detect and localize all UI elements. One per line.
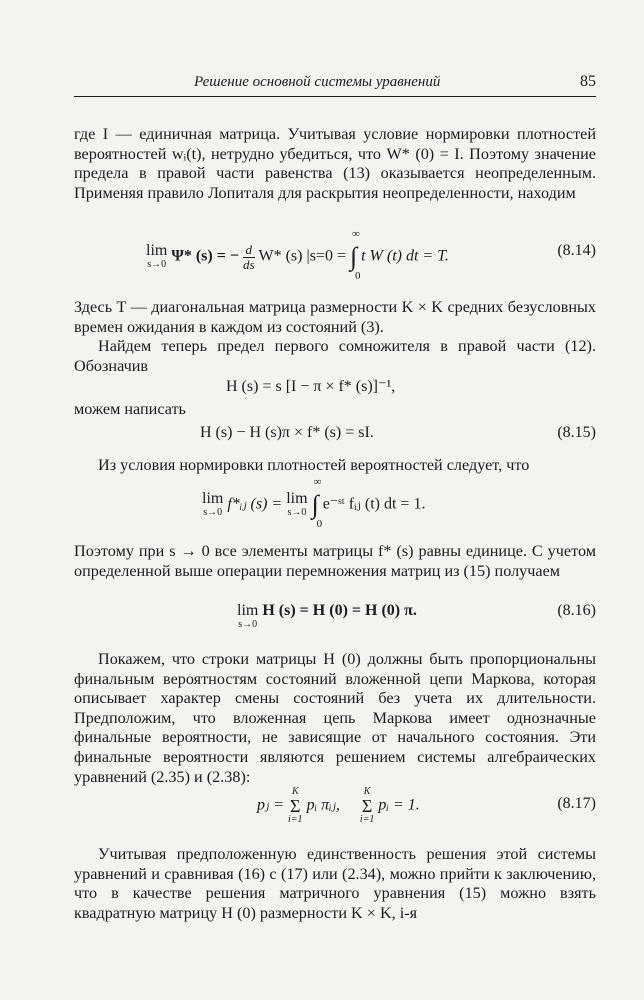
equation-8-16-expr: lim s→0 H (s) = H (0) = H (0) π. (237, 602, 417, 630)
integral-sign: ∫ ∞ 0 (349, 228, 361, 282)
limit-operator: lim s→0 (237, 602, 259, 630)
paragraph-2: Здесь T — диагональная матрица размерности K × K средних безусловных времен ожидания в каждом из состояний (3). (74, 298, 596, 336)
limit-operator: lim s→0 (286, 490, 308, 518)
equation-8-14 (74, 228, 596, 282)
paragraph-8: Учитывая предположенную единственность решения этой системы уравнений и сравнивая (16) с (17) или (2.34), можно прийти к заключению, что в качестве решения матричного уравнения (15) можно взять квадратную матрицу H (0) размерности K × K, i-я (74, 845, 596, 922)
running-header (74, 70, 596, 97)
paragraph-6: Поэтому при s → 0 все элементы матрицы f* (s) равны единице. С учетом определенной выше операции перемножения матриц из (15) получаем (74, 542, 596, 580)
equation-number: (8.15) (557, 424, 596, 441)
equation-normalization (74, 476, 596, 530)
equation-8-14-expr: lim s→0 Ψ* (s) = − $\frac{d}{ds} W*$ (s) |s=0 = ∫ ∞ 0 t W (t) dt = T. (146, 228, 449, 282)
paragraph-3: Найдем теперь предел первого сомножителя в правой части (12). Обозначив (74, 337, 596, 375)
equation-8-17 (74, 785, 596, 833)
integral-sign: ∫ ∞ 0 (311, 476, 323, 530)
equation-number: (8.16) (557, 602, 596, 619)
equation-normalization-expr: lim s→0 f*ᵢⱼ (s) = lim s→0 ∫ ∞ 0 e⁻ˢᵗ fᵢⱼ (t) dt = 1. (202, 476, 426, 530)
paragraph-1: где I — единичная матрица. Учитывая условие нормировки плотностей вероятностей wᵢ(t), нетрудно убедиться, что W* (0) = I. Поэтому значение предела в правой части равенства (13) оказывается неопределенным. Применяя правило Лопиталя для раскрытия неопределенности, находим (74, 125, 596, 202)
equation-8-15: H (s) − H (s)π × f* (s) = sI. (8.15) (200, 424, 596, 441)
equation-8-16 (74, 602, 596, 642)
limit-operator: lim s→0 (202, 490, 224, 518)
running-title: Решение основной системы уравнений (194, 74, 441, 90)
page-number: 85 (580, 73, 596, 90)
sum-operator: K Σ i=1 (288, 786, 303, 825)
fraction-d-ds: $\frac{d}{ds}$ (242, 241, 255, 272)
equation-number: (8.17) (557, 795, 596, 812)
limit-operator: lim s→0 (146, 242, 168, 270)
paragraph-5: Из условия нормировки плотностей вероятностей следует, что (98, 456, 530, 474)
equation-number: (8.14) (557, 242, 596, 259)
sum-operator: K Σ i=1 (359, 786, 375, 825)
equation-8-17-expr: pⱼ = K Σ i=1 pᵢ πᵢⱼ, K Σ i=1 pᵢ = 1. (257, 786, 420, 825)
paragraph-7: Покажем, что строки матрицы H (0) должны быть пропорциональны финальным вероятностям состояний вложенной цепи Маркова, которая описывает характер смены состояний без учета их длительности. Предположим, что вложенная цепь Маркова имеет однозначные финальные вероятности, не зависящие от начального состояния. Эти финальные вероятности являются решением системы алгебраических уравнений (2.35) и (2.38): (74, 650, 596, 786)
equation-h: H (s) = s [I − π × f* (s)]⁻¹, (226, 378, 396, 395)
paragraph-4: можем написать (74, 400, 186, 418)
